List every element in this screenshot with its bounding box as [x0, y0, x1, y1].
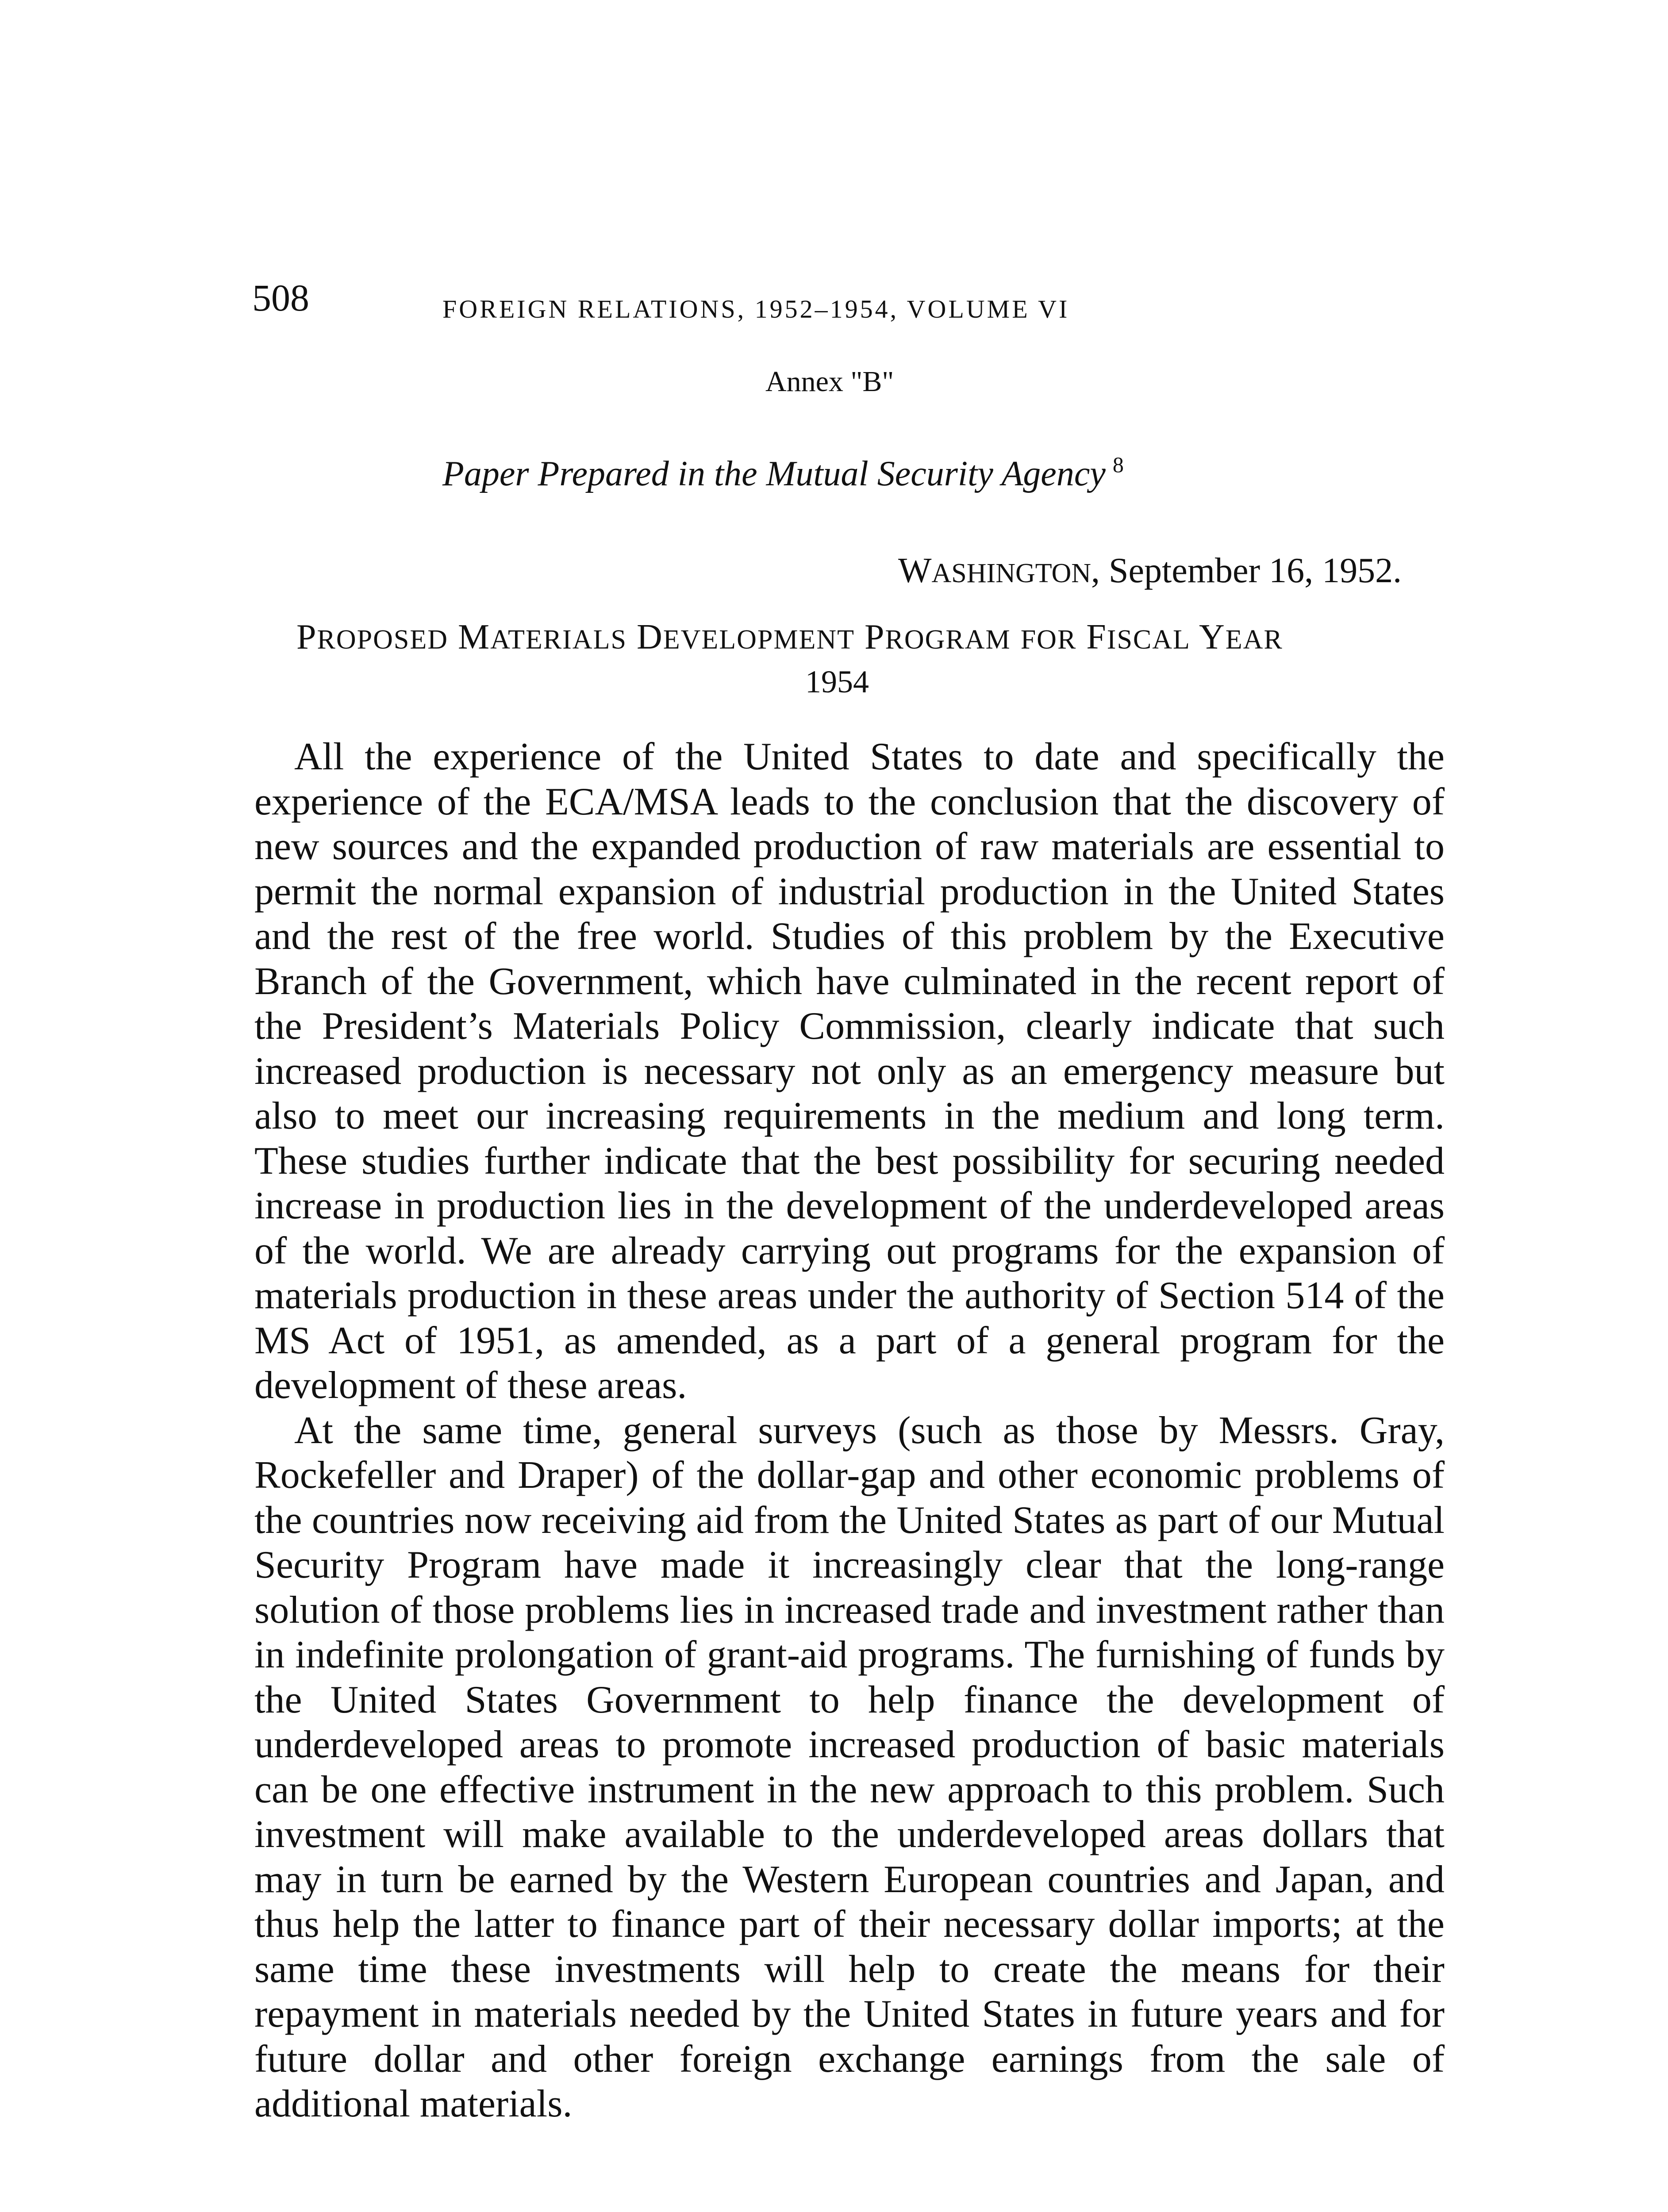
page-number: 508 — [252, 276, 309, 319]
heading-word-initial: Y — [1199, 618, 1226, 657]
paragraph: All the experience of the United States to date and specifically the experience of the ECA/MSA leads to the conclusion that the discovery of new sources and the expanded production of raw materials are essential to permit the normal expansion of industrial production in the United States and the rest of the free world. Studies of this problem by the Executive Branch of the Government, which have culminated in the recent report of the President’s Materials Policy Commission, clearly indicate that such increased production is necessary not only as an emergency measure but also to meet our increasing requirements in the medium and long term. These studies further indicate that the best possibility for securing needed increase in production lies in the development of the underdeveloped areas of the world. We are already carrying out programs for the expansion of materials production in these areas under the authority of Section 514 of the MS Act of 1951, as amended, as a part of a general program for the development of these areas. — [254, 735, 1445, 1407]
dateline-date: , September 16, 1952. — [1091, 551, 1402, 590]
heading-word: ROPOSED — [317, 625, 449, 655]
dateline-place-initial: W — [898, 551, 932, 590]
heading-word-initial: F — [1086, 618, 1107, 657]
dateline — [898, 553, 1402, 588]
heading-word: ISCAL — [1107, 625, 1191, 655]
heading-word-initial: P — [865, 618, 885, 657]
section-heading — [296, 619, 1283, 655]
paragraph: At the same time, general surveys (such as those by Messrs. Gray, Rockefeller and Draper) of the dollar-gap and other economic problems of the countries now receiving aid from the United States as part of our Mutual Security Program have made it increasingly clear that the long-range solution of those problems lies in increased trade and investment rather than in indefinite prolongation of grant-aid programs. The furnishing of funds by the United States Government to help finance the development of underdeveloped areas to promote increased production of basic materials can be one effective instrument in the new approach to this problem. Such investment will make available to the underdeveloped areas dollars that may in turn be earned by the Western European countries and Japan, and thus help the latter to finance part of their necessary dollar imports; at the same time these investments will help to create the means for their repayment in materials needed by the United States in future years and for future dollar and other foreign exchange earnings from the sale of additional materials. — [254, 1409, 1445, 2125]
document-title-text: Paper Prepared in the Mutual Security Agency — [442, 454, 1106, 493]
document-title — [442, 453, 1124, 492]
dateline-place: ASHINGTON — [931, 558, 1092, 588]
heading-word: EVELOPMENT — [663, 625, 855, 655]
heading-word-initial: M — [458, 618, 491, 657]
annex-label: Annex "B" — [765, 365, 894, 398]
footnote-reference[interactable]: 8 — [1112, 452, 1124, 477]
heading-word: FOR — [1020, 625, 1077, 655]
running-head: FOREIGN RELATIONS, 1952–1954, VOLUME VI — [442, 295, 1070, 323]
heading-word-initial: P — [296, 618, 317, 657]
heading-word: ROGRAM — [885, 625, 1011, 655]
heading-word: ATERIALS — [490, 625, 627, 655]
heading-word: EAR — [1225, 625, 1283, 655]
heading-word-initial: D — [636, 618, 663, 657]
section-heading-year: 1954 — [805, 664, 869, 699]
body-text — [254, 734, 1445, 2127]
